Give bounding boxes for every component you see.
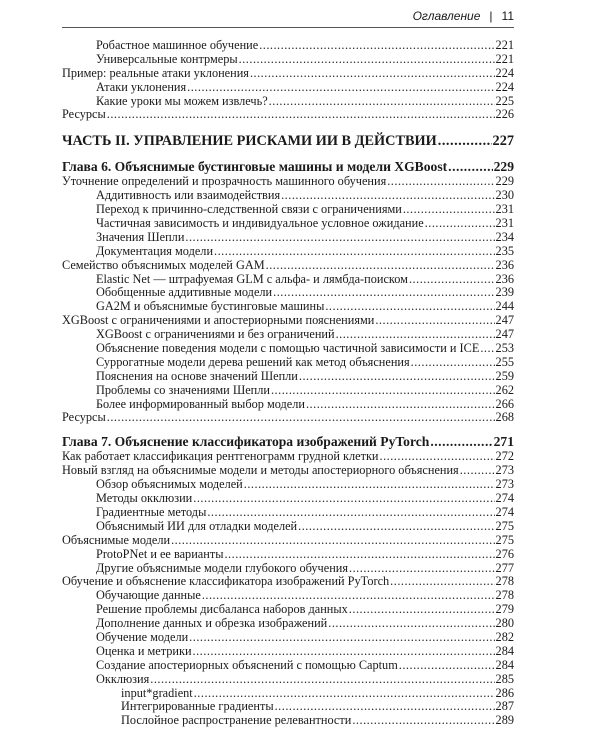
dot-leader — [460, 464, 495, 478]
toc-entry-page: 284 — [495, 657, 514, 672]
toc-subsection[interactable] — [62, 189, 514, 203]
toc-subsection[interactable] — [62, 342, 514, 356]
toc-entry-page: 247 — [495, 313, 514, 328]
toc-entry-page: 230 — [495, 188, 514, 203]
dot-leader — [298, 520, 494, 534]
toc-entry-title: Пояснения на основе значений Шепли — [96, 368, 298, 383]
dot-leader — [202, 589, 495, 603]
dot-leader — [349, 562, 495, 576]
toc-section[interactable] — [62, 67, 514, 81]
dot-leader — [107, 108, 495, 122]
toc-entry-page: 221 — [495, 51, 514, 66]
dot-leader — [336, 328, 495, 342]
toc-entry-page: 273 — [495, 463, 514, 478]
toc-entry-page: 278 — [495, 574, 514, 589]
dot-leader — [438, 132, 492, 150]
header-separator: | — [489, 9, 493, 23]
toc-entry-title: Глава 7. Объяснение классификатора изображений PyTorch — [62, 434, 430, 450]
toc-entry-page: 271 — [493, 434, 514, 450]
dot-leader — [250, 67, 495, 81]
toc-section[interactable] — [62, 314, 514, 328]
toc-section[interactable] — [62, 175, 514, 189]
toc-entry-page: 236 — [495, 257, 514, 272]
toc-entry-title: Обзор объяснимых моделей — [96, 477, 243, 492]
toc-entry-title: XGBoost с ограничениями и апостериорными пояснениями — [62, 313, 375, 328]
toc-section[interactable] — [62, 108, 514, 122]
toc-subsection[interactable] — [62, 492, 514, 506]
toc-entry-page: 278 — [495, 588, 514, 603]
toc-entry-page: 231 — [495, 202, 514, 217]
toc-entry-page: 287 — [495, 699, 514, 714]
toc-entry-page: 274 — [495, 491, 514, 506]
toc-entry-page: 224 — [495, 79, 514, 94]
toc-entry-title: Универсальные контрмеры — [96, 51, 238, 66]
toc-subsection[interactable] — [62, 384, 514, 398]
table-of-contents — [62, 39, 514, 728]
dot-leader — [448, 158, 492, 175]
toc-entry-page: 275 — [495, 532, 514, 547]
running-header — [62, 9, 514, 28]
dot-leader — [299, 370, 495, 384]
toc-subsection[interactable] — [62, 520, 514, 534]
toc-entry-title: Семейство объяснимых моделей GAM — [62, 257, 265, 272]
toc-entry-page: 227 — [492, 133, 514, 150]
dot-leader — [349, 603, 495, 617]
toc-entry-title: Градиентные методы — [96, 504, 207, 519]
toc-entry-page: 276 — [495, 546, 514, 561]
running-header-title: Оглавление — [412, 9, 481, 23]
toc-entry-page: 266 — [495, 396, 514, 411]
dot-leader — [266, 259, 495, 273]
dot-leader — [306, 398, 495, 412]
toc-entry-page: 284 — [495, 643, 514, 658]
toc-entry-title: Документация модели — [96, 243, 214, 258]
dot-leader — [411, 356, 495, 370]
dot-leader — [380, 450, 495, 464]
toc-entry-title: Методы окклюзии — [96, 491, 193, 506]
toc-subsection[interactable] — [62, 562, 514, 576]
toc-entry-page: 229 — [495, 174, 514, 189]
toc-entry-title: Решение проблемы дисбаланса наборов данных — [96, 602, 348, 617]
dot-leader — [375, 314, 494, 328]
toc-entry-page: 279 — [495, 602, 514, 617]
toc-entry-title: Обучение модели — [96, 629, 189, 644]
toc-entry-page: 253 — [495, 341, 514, 356]
dot-leader — [244, 478, 495, 492]
toc-subsection[interactable] — [62, 273, 514, 287]
toc-section[interactable] — [62, 575, 514, 589]
toc-entry-page: 229 — [493, 159, 514, 175]
toc-entry-title: Обучение и объяснение классификатора изображений PyTorch — [62, 574, 390, 589]
toc-entry-page: 273 — [495, 477, 514, 492]
toc-subsection[interactable] — [62, 370, 514, 384]
toc-subsection[interactable] — [62, 603, 514, 617]
dot-leader — [275, 700, 495, 714]
toc-subsection[interactable] — [62, 217, 514, 231]
toc-entry-title: Суррогатные модели дерева решений как метод объяснения — [96, 354, 410, 369]
toc-entry-page: 235 — [495, 243, 514, 258]
toc-section[interactable] — [62, 411, 514, 425]
toc-entry-page: 272 — [495, 449, 514, 464]
dot-leader — [193, 492, 494, 506]
toc-entry-title: Пример: реальные атаки уклонения — [62, 65, 249, 80]
toc-entry-title: Какие уроки мы можем извлечь? — [96, 93, 268, 108]
toc-entry-title: Послойное распространение релевантности — [121, 713, 352, 728]
toc-entry-page: 275 — [495, 518, 514, 533]
toc-entry-title: Ресурсы — [62, 107, 106, 122]
toc-entry-title: Объяснимые модели — [62, 532, 171, 547]
dot-leader — [399, 659, 495, 673]
toc-entry-title: Значения Шепли — [96, 229, 185, 244]
toc-section[interactable] — [62, 259, 514, 273]
toc-entry-title: Дополнение данных и обрезка изображений — [96, 616, 328, 631]
dot-leader — [194, 687, 495, 701]
dot-leader — [189, 631, 494, 645]
toc-entry-page: 280 — [495, 616, 514, 631]
toc-entry-page: 247 — [495, 327, 514, 342]
toc-subsection[interactable] — [62, 39, 514, 53]
toc-subsection[interactable] — [62, 645, 514, 659]
toc-entry-page: 289 — [495, 713, 514, 728]
dot-leader — [239, 53, 495, 67]
toc-entry-page: 234 — [495, 229, 514, 244]
toc-entry-title: input*gradient — [121, 685, 193, 700]
dot-leader — [281, 189, 494, 203]
dot-leader — [387, 175, 494, 189]
toc-entry-page: 274 — [495, 504, 514, 519]
dot-leader — [150, 673, 494, 687]
dot-leader — [187, 81, 494, 95]
toc-entry-title: Elastic Net — штрафуемая GLM с альфа- и лямбда-поиском — [96, 271, 408, 286]
toc-entry-title: Интегрированные градиенты — [121, 699, 274, 714]
toc-entry-title: Проблемы со значениями Шепли — [96, 382, 270, 397]
toc-chapter-heading[interactable] — [62, 433, 514, 450]
toc-subsection[interactable] — [62, 53, 514, 67]
toc-entry-title: Робастное машинное обучение — [96, 38, 259, 52]
dot-leader — [259, 39, 494, 53]
toc-subsection[interactable] — [62, 203, 514, 217]
toc-subsection[interactable] — [62, 659, 514, 673]
toc-subsection[interactable] — [62, 617, 514, 631]
toc-entry-title: Другие объяснимые модели глубокого обучения — [96, 560, 349, 575]
dot-leader — [328, 617, 494, 631]
dot-leader — [409, 273, 495, 287]
dot-leader — [390, 575, 494, 589]
toc-entry-title: Объяснимый ИИ для отладки моделей — [96, 518, 298, 533]
toc-subsection[interactable] — [62, 398, 514, 412]
dot-leader — [214, 245, 495, 259]
toc-entry-title: Атаки уклонения — [96, 79, 187, 94]
toc-chapter-heading[interactable] — [62, 158, 514, 175]
toc-entry-title: Более информированный выбор модели — [96, 396, 305, 411]
toc-entry-page: 277 — [495, 560, 514, 575]
toc-entry-page: 221 — [495, 38, 514, 52]
toc-section[interactable] — [62, 464, 514, 478]
dot-leader — [430, 433, 492, 450]
toc-entry-page: 226 — [495, 107, 514, 122]
toc-subsection[interactable] — [62, 300, 514, 314]
dot-leader — [193, 645, 495, 659]
toc-entry-page: 244 — [495, 299, 514, 314]
dot-leader — [269, 95, 495, 109]
dot-leader — [171, 534, 494, 548]
toc-subsection[interactable] — [62, 548, 514, 562]
toc-entry-page: 224 — [495, 65, 514, 80]
toc-entry-title: Обучающие данные — [96, 588, 201, 603]
toc-entry-title: Уточнение определений и прозрачность машинного обучения — [62, 174, 387, 189]
toc-subsection[interactable] — [62, 328, 514, 342]
toc-entry-page: 231 — [495, 216, 514, 231]
page-number: 11 — [501, 9, 514, 23]
dot-leader — [207, 506, 494, 520]
toc-subsection[interactable] — [62, 714, 514, 728]
toc-section[interactable] — [62, 450, 514, 464]
toc-entry-page: 239 — [495, 285, 514, 300]
toc-subsection[interactable] — [62, 231, 514, 245]
toc-subsection[interactable] — [62, 673, 514, 687]
toc-subsection[interactable] — [62, 506, 514, 520]
toc-entry-title: Создание апостериорных объяснений с помощью Captum — [96, 657, 398, 672]
toc-part-heading[interactable] — [62, 132, 514, 150]
toc-entry-title: Глава 6. Объяснимые бустинговые машины и модели XGBoost — [62, 159, 448, 175]
toc-entry-title: Как работает классификация рентгенограмм грудной клетки — [62, 449, 379, 464]
dot-leader — [403, 203, 495, 217]
toc-entry-title: XGBoost с ограничениями и без ограничений — [96, 327, 335, 342]
toc-entry-page: 282 — [495, 629, 514, 644]
toc-entry-page: 255 — [495, 354, 514, 369]
toc-entry-page: 286 — [495, 685, 514, 700]
toc-entry-title: Объяснение поведения модели с помощью частичной зависимости и ICE — [96, 341, 480, 356]
toc-entry-title: Частичная зависимость и индивидуальное условное ожидание — [96, 216, 424, 231]
toc-subsection[interactable] — [62, 589, 514, 603]
toc-entry-title: Новый взгляд на объяснимые модели и методы апостериорного объяснения — [62, 463, 459, 478]
toc-entry-page: 285 — [495, 671, 514, 686]
toc-subsection[interactable] — [62, 95, 514, 109]
dot-leader — [271, 384, 495, 398]
toc-entry-title: ЧАСТЬ II. УПРАВЛЕНИЕ РИСКАМИ ИИ В ДЕЙСТВИИ — [62, 133, 437, 150]
dot-leader — [425, 217, 495, 231]
toc-entry-title: ProtoPNet и ее варианты — [96, 546, 224, 561]
dot-leader — [224, 548, 494, 562]
toc-entry-page: 268 — [495, 410, 514, 425]
toc-subsection[interactable] — [62, 687, 514, 701]
toc-subsection[interactable] — [62, 700, 514, 714]
dot-leader — [480, 342, 494, 356]
toc-entry-title: Аддитивность или взаимодействия — [96, 188, 281, 203]
dot-leader — [352, 714, 494, 728]
toc-entry-page: 225 — [495, 93, 514, 108]
toc-entry-title: Обобщенные аддитивные модели — [96, 285, 273, 300]
dot-leader — [325, 300, 494, 314]
toc-subsection[interactable] — [62, 81, 514, 95]
toc-subsection[interactable] — [62, 478, 514, 492]
toc-subsection[interactable] — [62, 245, 514, 259]
toc-subsection[interactable] — [62, 286, 514, 300]
dot-leader — [107, 411, 495, 425]
dot-leader — [185, 231, 494, 245]
toc-subsection[interactable] — [62, 356, 514, 370]
dot-leader — [273, 286, 494, 300]
toc-section[interactable] — [62, 534, 514, 548]
toc-subsection[interactable] — [62, 631, 514, 645]
toc-entry-title: Ресурсы — [62, 410, 106, 425]
toc-entry-title: Окклюзия — [96, 671, 150, 686]
toc-entry-page: 262 — [495, 382, 514, 397]
toc-entry-page: 236 — [495, 271, 514, 286]
toc-entry-title: Переход к причинно-следственной связи с ограничениями — [96, 202, 402, 217]
toc-entry-title: GA2M и объяснимые бустинговые машины — [96, 299, 325, 314]
toc-entry-title: Оценка и метрики — [96, 643, 192, 658]
toc-entry-page: 259 — [495, 368, 514, 383]
